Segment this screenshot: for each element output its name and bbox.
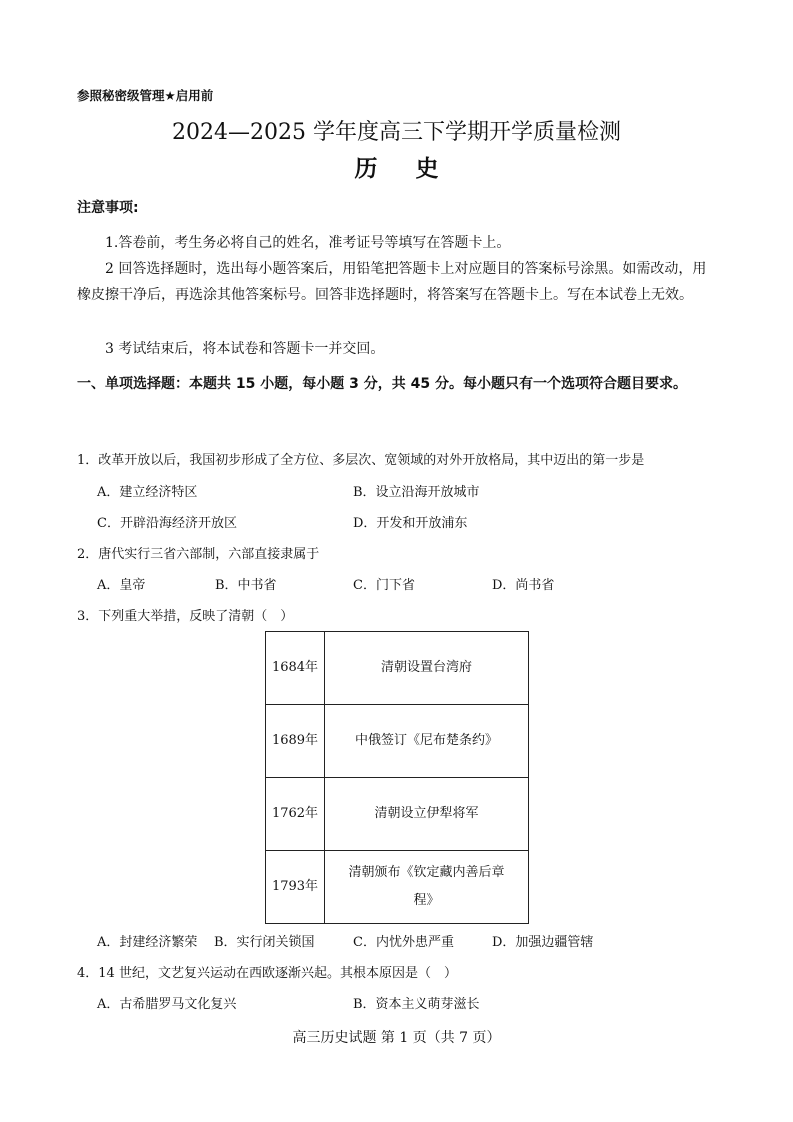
- q3-option-d: D．加强边疆管辖: [492, 935, 594, 950]
- q1-option-a: A．建立经济特区: [97, 485, 198, 500]
- event-cell: 清朝设立伊犁将军: [325, 778, 529, 851]
- events-table: [265, 631, 529, 924]
- question-2-stem: 2．唐代实行三省六部制，六部直接隶属于: [77, 547, 320, 562]
- section-heading: 一、单项选择题：本题共 15 小题，每小题 3 分，共 45 分。每小题只有一个选项符合题目要求。: [77, 376, 687, 392]
- event-cell: 清朝颁布《钦定藏内善后章程》: [325, 851, 529, 924]
- question-4-stem: 4．14 世纪，文艺复兴运动在西欧逐渐兴起。其根本原因是（ ）: [77, 966, 457, 981]
- year-cell: 1689年: [266, 705, 325, 778]
- q2-option-c: C．门下省: [353, 578, 415, 593]
- table-row: [266, 632, 529, 705]
- q4-option-a: A．古希腊罗马文化复兴: [97, 997, 237, 1012]
- year-cell: 1793年: [266, 851, 325, 924]
- q4-option-b: B．资本主义萌芽滋长: [353, 997, 480, 1012]
- notice-heading: 注意事项:: [77, 200, 139, 216]
- notice-item-3: 3 考试结束后，将本试卷和答题卡一并交回。: [105, 341, 385, 357]
- notice-item-1: 1.答卷前，考生务必将自己的姓名，准考证号等填写在答题卡上。: [105, 235, 511, 251]
- q1-option-c: C．开辟沿海经济开放区: [97, 516, 237, 531]
- subject-title: 历史: [354, 155, 477, 182]
- q1-option-d: D．开发和开放浦东: [353, 516, 468, 531]
- q2-option-a: A．皇帝: [97, 578, 146, 593]
- table-row: [266, 851, 529, 924]
- q2-option-b: B．中书省: [215, 578, 277, 593]
- secrecy-label: 参照秘密级管理★启用前: [77, 88, 214, 103]
- table-row: [266, 778, 529, 851]
- question-3-stem: 3．下列重大举措，反映了清朝（ ）: [77, 609, 294, 624]
- year-cell: 1684年: [266, 632, 325, 705]
- exam-title: 2024—2025 学年度高三下学期开学质量检测: [172, 120, 621, 145]
- notice-item-2: 2 回答选择题时，选出每小题答案后，用铅笔把答题卡上对应题目的答案标号涂黑。如需改动，用橡皮擦干净后，再选涂其他答案标号。回答非选择题时，将答案写在答题卡上。写在本试卷上无效。: [77, 261, 707, 303]
- q2-option-d: D．尚书省: [492, 578, 555, 593]
- event-cell: 清朝设置台湾府: [325, 632, 529, 705]
- event-cell: 中俄签订《尼布楚条约》: [325, 705, 529, 778]
- page-footer: 高三历史试题 第 1 页（共 7 页）: [292, 1030, 501, 1046]
- q3-option-b: B．实行闭关锁国: [214, 935, 315, 950]
- q3-option-a: A．封建经济繁荣: [97, 935, 198, 950]
- q1-option-b: B．设立沿海开放城市: [353, 485, 480, 500]
- year-cell: 1762年: [266, 778, 325, 851]
- table-row: [266, 705, 529, 778]
- question-1-stem: 1．改革开放以后，我国初步形成了全方位、多层次、宽领域的对外开放格局，其中迈出的第一步是: [77, 453, 645, 468]
- q3-option-c: C．内忧外患严重: [353, 935, 454, 950]
